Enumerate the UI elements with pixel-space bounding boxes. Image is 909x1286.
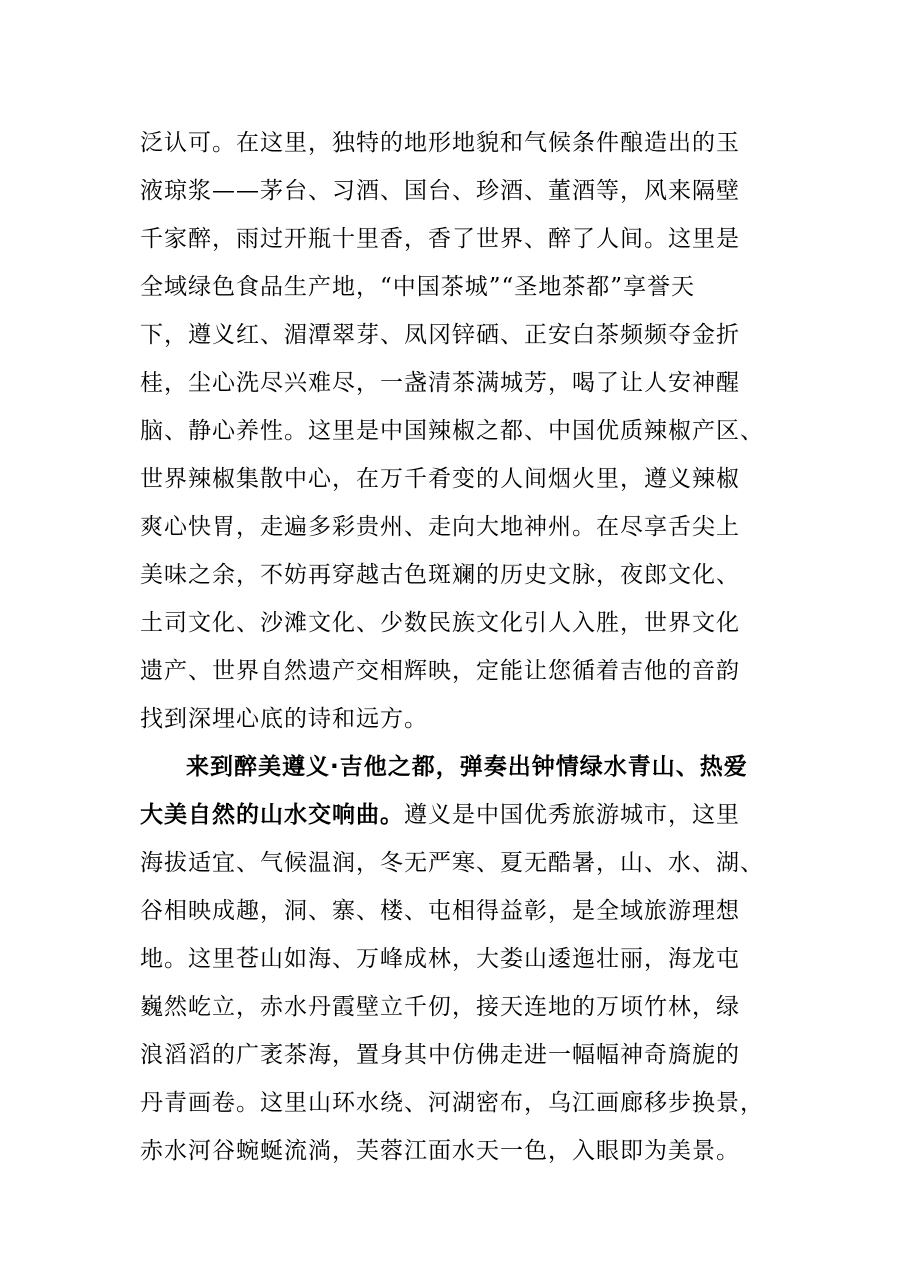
paragraph-2-line-3: 海拔适宜、气候温润，冬无严寒、夏无酷暑，山、水、湖、 (140, 850, 764, 876)
paragraph-2-line-9: 赤水河谷蜿蜒流淌，芙蓉江面水天一色，入眼即为美景。 (140, 1138, 740, 1164)
paragraph-1-line-3: 千家醉，雨过开瓶十里香，香了世界、醉了人间。这里是 (140, 226, 740, 252)
paragraph-2-line-4: 谷相映成趣，洞、寨、楼、屯相得益彰，是全域旅游理想 (140, 898, 740, 924)
paragraph-1-line-5: 下，遵义红、湄潭翠芽、凤冈锌硒、正安白茶频频夺金折 (140, 322, 740, 348)
paragraph-2-heading-line-2: 大美自然的山水交响曲。 (140, 802, 404, 828)
paragraph-1-line-7: 脑、静心养性。这里是中国辣椒之都、中国优质辣椒产区、 (140, 418, 764, 444)
paragraph-1-line-2: 液琼浆——茅台、习酒、国台、珍酒、董酒等，风来隔壁 (140, 178, 740, 204)
paragraph-1-line-8: 世界辣椒集散中心，在万千肴变的人间烟火里，遵义辣椒 (140, 466, 740, 492)
paragraph-2-line-6: 巍然屹立，赤水丹霞壁立千仞，接天连地的万顷竹林，绿 (140, 994, 740, 1020)
paragraph-1-line-9: 爽心快胃，走遍多彩贵州、走向大地神州。在尽享舌尖上 (140, 514, 740, 540)
paragraph-2-line-5: 地。这里苍山如海、万峰成林，大娄山逶迤壮丽，海龙屯 (140, 946, 740, 972)
paragraph-2-line-2 (140, 800, 780, 830)
paragraph-1-line-11: 土司文化、沙滩文化、少数民族文化引人入胜，世界文化 (140, 610, 740, 636)
paragraph-2-line-2-rest: 遵义是中国优秀旅游城市，这里 (404, 802, 740, 828)
paragraph-1-line-1: 泛认可。在这里，独特的地形地貌和气候条件酿造出的玉 (140, 130, 740, 156)
paragraph-2-heading-line-1: 来到醉美遵义·吉他之都，弹奏出钟情绿水青山、热爱 (186, 754, 748, 780)
paragraph-2-line-7: 浪滔滔的广袤茶海，置身其中仿佛走进一幅幅神奇旖旎的 (140, 1042, 740, 1068)
paragraph-1-line-12: 遗产、世界自然遗产交相辉映，定能让您循着吉他的音韵 (140, 658, 740, 684)
paragraph-1-line-13: 找到深埋心底的诗和远方。 (140, 706, 428, 732)
paragraph-1-line-4: 全域绿色食品生产地，“中国茶城”“圣地茶都”享誉天 (140, 274, 696, 300)
paragraph-1-line-6: 桂，尘心洗尽兴难尽，一盏清茶满城芳，喝了让人安神醒 (140, 370, 740, 396)
paragraph-2-line-8: 丹青画卷。这里山环水绕、河湖密布，乌江画廊移步换景， (140, 1090, 764, 1116)
paragraph-1-line-10: 美味之余，不妨再穿越古色斑斓的历史文脉，夜郎文化、 (140, 562, 740, 588)
